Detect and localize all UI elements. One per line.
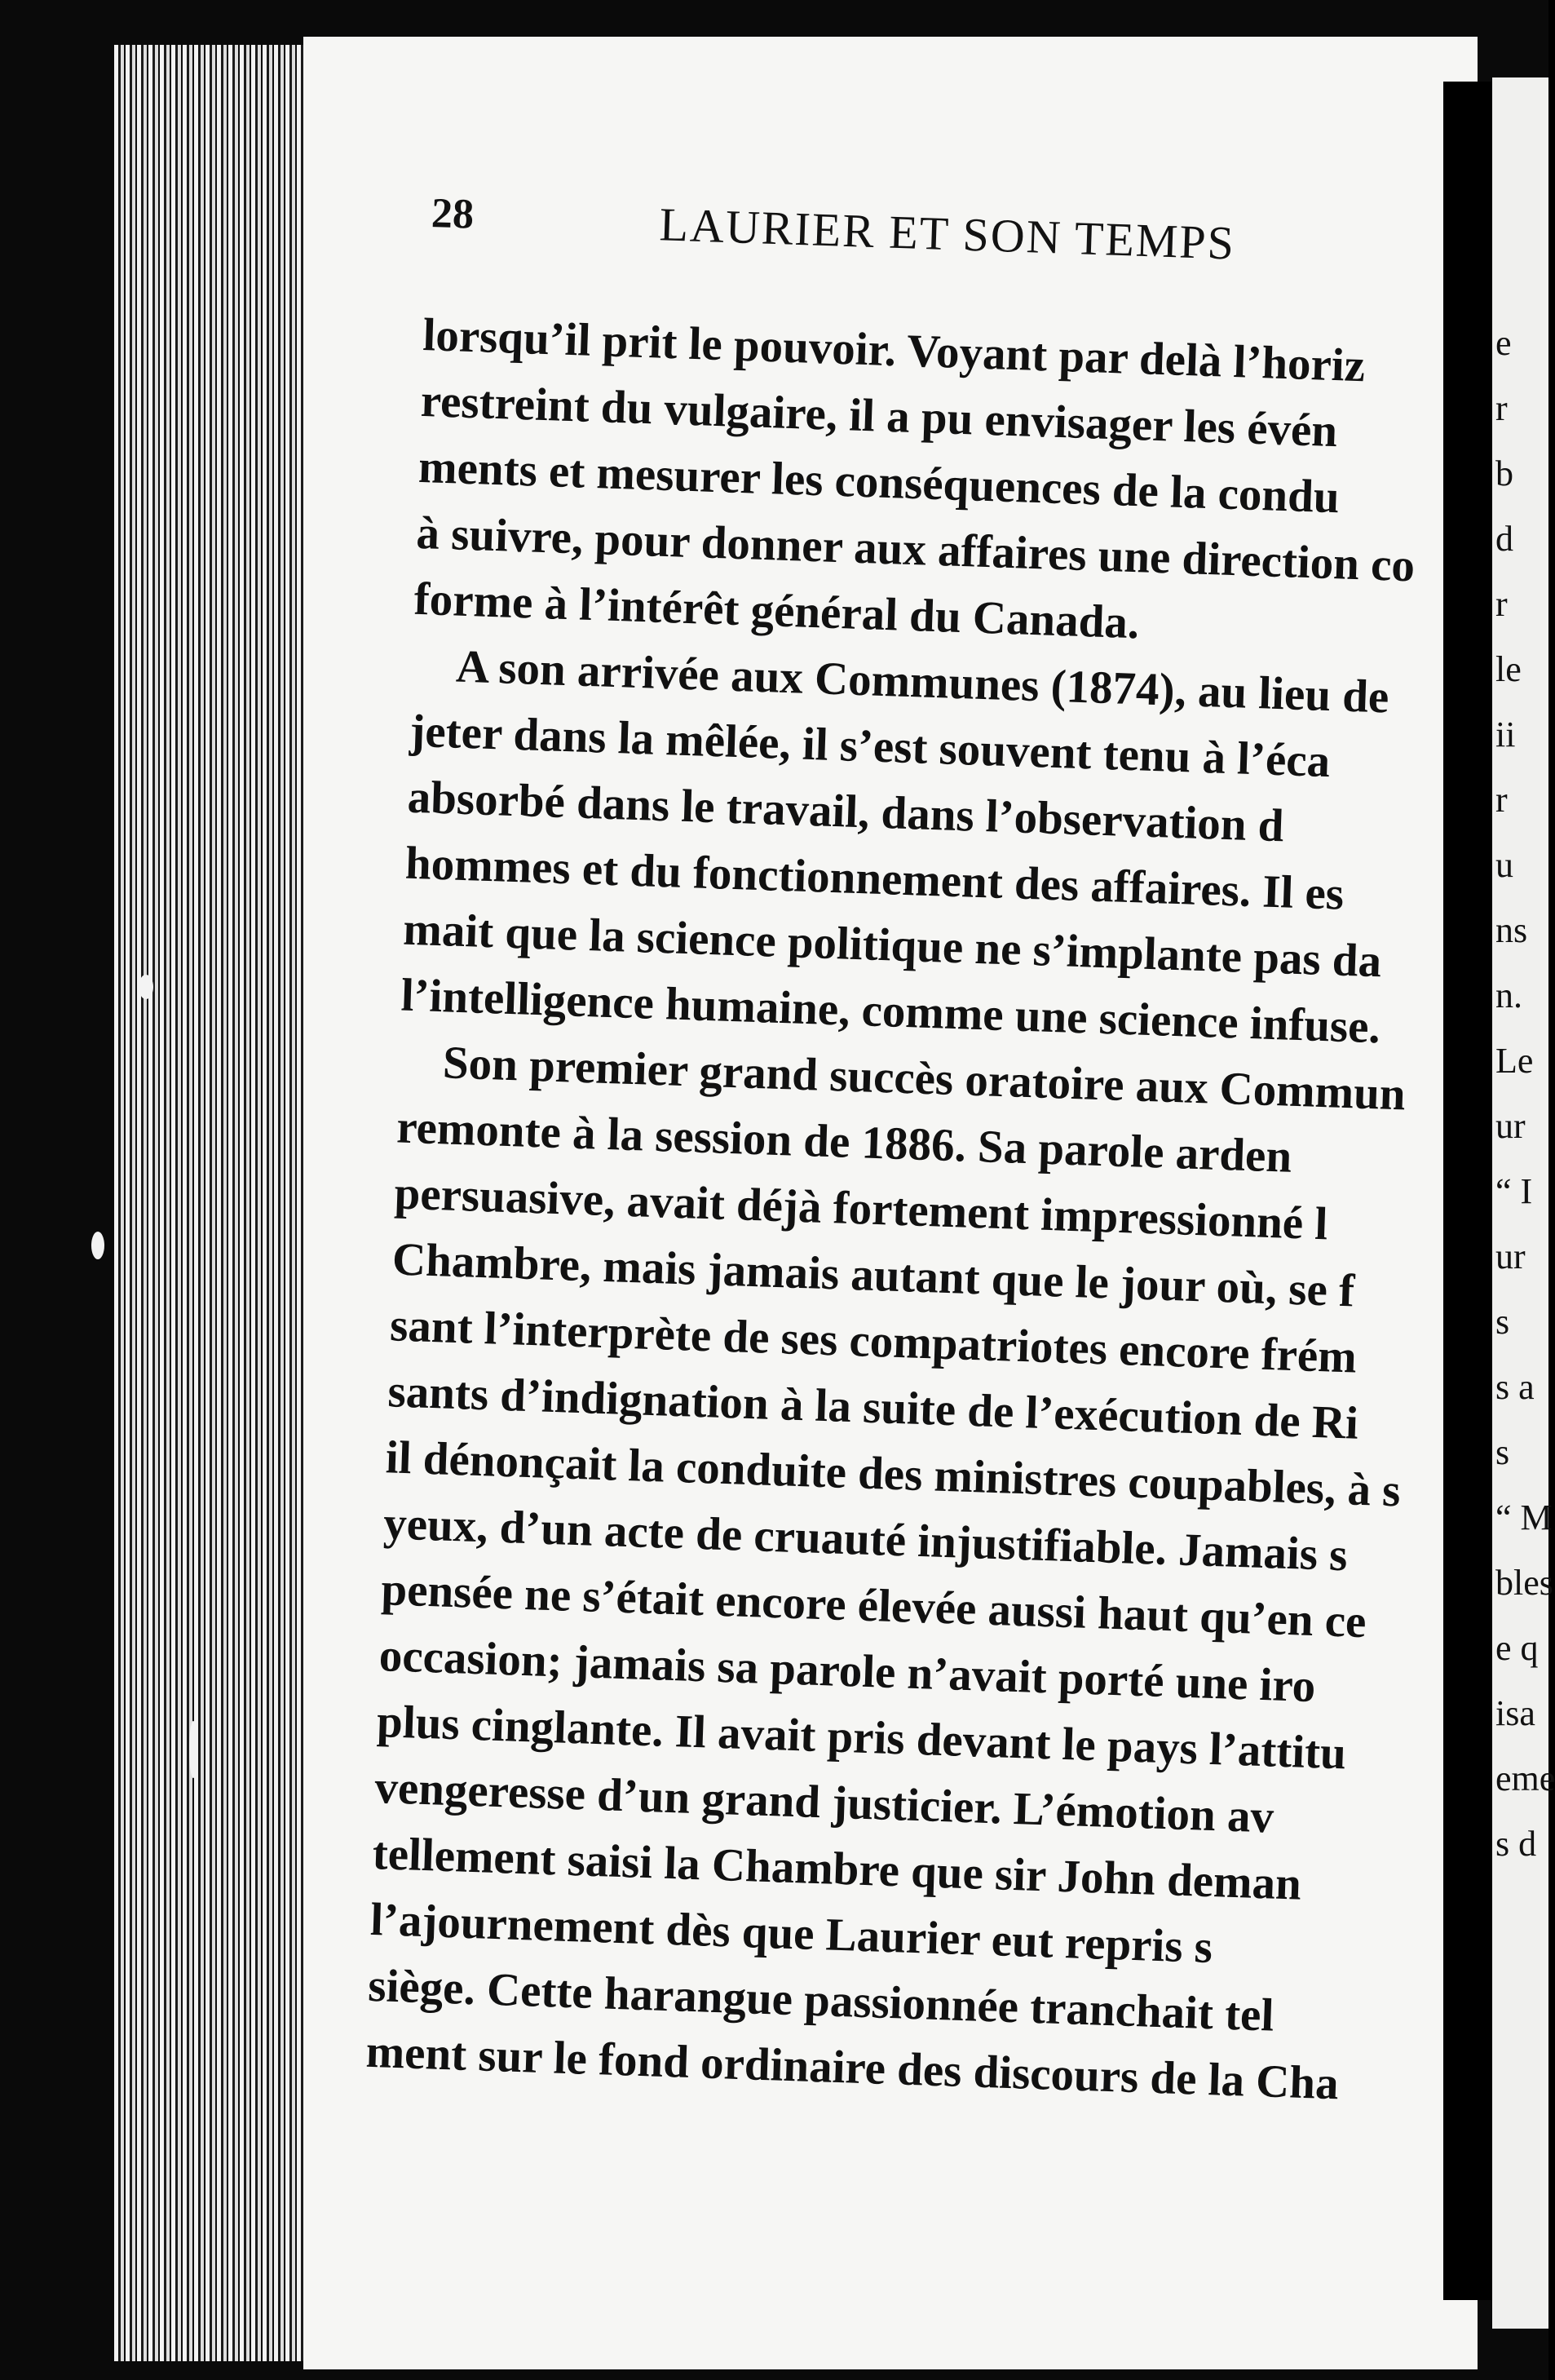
facing-page-fragment: “ M <box>1495 1497 1553 1537</box>
text-line: il dénonçait la conduite des ministres coupables, à s <box>384 1431 1402 1517</box>
facing-page-fragment: e q <box>1495 1628 1539 1668</box>
text-line: plus cinglante. Il avait pris devant le pays l’attitu <box>376 1696 1347 1780</box>
text-line: yeux, d’un acte de cruauté injustifiable. Jamais s <box>382 1497 1349 1582</box>
text-line: absorbé dans le travail, dans l’observation d <box>406 771 1285 852</box>
text-line: Chambre, mais jamais autant que le jour où, se f <box>391 1233 1356 1317</box>
book-page-edges <box>114 45 310 2361</box>
facing-page-fragment: isa <box>1495 1693 1535 1733</box>
facing-page-fragment: “ I <box>1495 1171 1533 1211</box>
facing-page-fragment: le <box>1495 649 1522 689</box>
facing-page-fragment: d <box>1495 519 1513 559</box>
text-line: jeter dans la mêlée, il s’est souvent tenu à l’éca <box>409 705 1332 788</box>
body-text <box>364 302 1459 2119</box>
facing-page-edge <box>1492 77 1555 2329</box>
text-line: ments et mesurer les conséquences de la condu <box>417 440 1341 524</box>
facing-page-fragment: ur <box>1495 1106 1526 1146</box>
facing-page-fragment: u <box>1495 845 1513 885</box>
text-line: sants d’indignation à la suite de l’exécution de Ri <box>387 1365 1359 1449</box>
text-line: l’intelligence humaine, comme une science infuse. <box>400 969 1381 1054</box>
text-line: restreint du vulgaire, il a pu envisager les évén <box>419 374 1339 458</box>
facing-page-fragment: ns <box>1495 910 1528 950</box>
text-line: à suivre, pour donner aux affaires une direction co <box>415 507 1416 592</box>
facing-page-fragment: s d <box>1495 1824 1537 1864</box>
book-binding-shadow <box>1443 82 1492 2300</box>
text-line: hommes et du fonctionnement des affaires. Il es <box>404 837 1345 920</box>
facing-page-fragment: n. <box>1495 975 1522 1015</box>
text-line: persuasive, avait déjà fortement impressionné l <box>393 1167 1329 1250</box>
facing-page-fragment: bles <box>1495 1563 1553 1603</box>
facing-page-fragment: b <box>1495 453 1513 493</box>
facing-page-fragment: s <box>1495 1432 1510 1472</box>
text-line: tellement saisi la Chambre que sir John deman <box>371 1827 1302 1910</box>
running-title: LAURIER ET SON TEMPS <box>658 197 1236 270</box>
facing-page-fragment: e <box>1495 323 1512 363</box>
text-line: siège. Cette harangue passionnée tranchait tel <box>367 1959 1275 2042</box>
scan-speck <box>139 975 153 999</box>
facing-page-fragment: r <box>1495 584 1508 624</box>
facing-page-fragment: s a <box>1495 1367 1535 1407</box>
text-line: occasion; jamais sa parole n’avait porté une iro <box>378 1630 1317 1713</box>
text-line: l’ajournement dès que Laurier eut repris s <box>369 1893 1214 1974</box>
text-line: mait que la science politique ne s’implante pas da <box>402 903 1383 988</box>
facing-page-fragment: r <box>1495 780 1508 820</box>
text-line: forme à l’intérêt général du Canada. <box>413 573 1141 649</box>
text-line: vengeresse d’un grand justicier. L’émotion av <box>373 1762 1275 1843</box>
text-line: Son premier grand succès oratoire aux Commun <box>442 1037 1407 1121</box>
facing-page-fragment: ur <box>1495 1236 1526 1276</box>
scan-speck <box>189 1721 197 1778</box>
facing-page-fragment: eme <box>1495 1758 1555 1798</box>
text-line: remonte à la session de 1886. Sa parole arden <box>395 1101 1293 1183</box>
facing-page-fragment: r <box>1495 388 1508 428</box>
facing-page-fragment: Le <box>1495 1041 1534 1081</box>
facing-page-fragment: ii <box>1495 714 1516 754</box>
scan-speck <box>91 1232 104 1259</box>
text-line: lorsqu’il prit le pouvoir. Voyant par delà l’horiz <box>422 308 1367 392</box>
text-line: pensée ne s’était encore élevée aussi haut qu’en ce <box>380 1564 1367 1648</box>
text-line: A son arrivée aux Communes (1874), au lieu de <box>455 640 1390 723</box>
page-number: 28 <box>431 189 475 238</box>
text-line: ment sur le fond ordinaire des discours de la Cha <box>364 2025 1340 2110</box>
text-line: sant l’interprète de ses compatriotes encore frém <box>389 1299 1358 1383</box>
facing-page-fragment: s <box>1495 1302 1510 1342</box>
